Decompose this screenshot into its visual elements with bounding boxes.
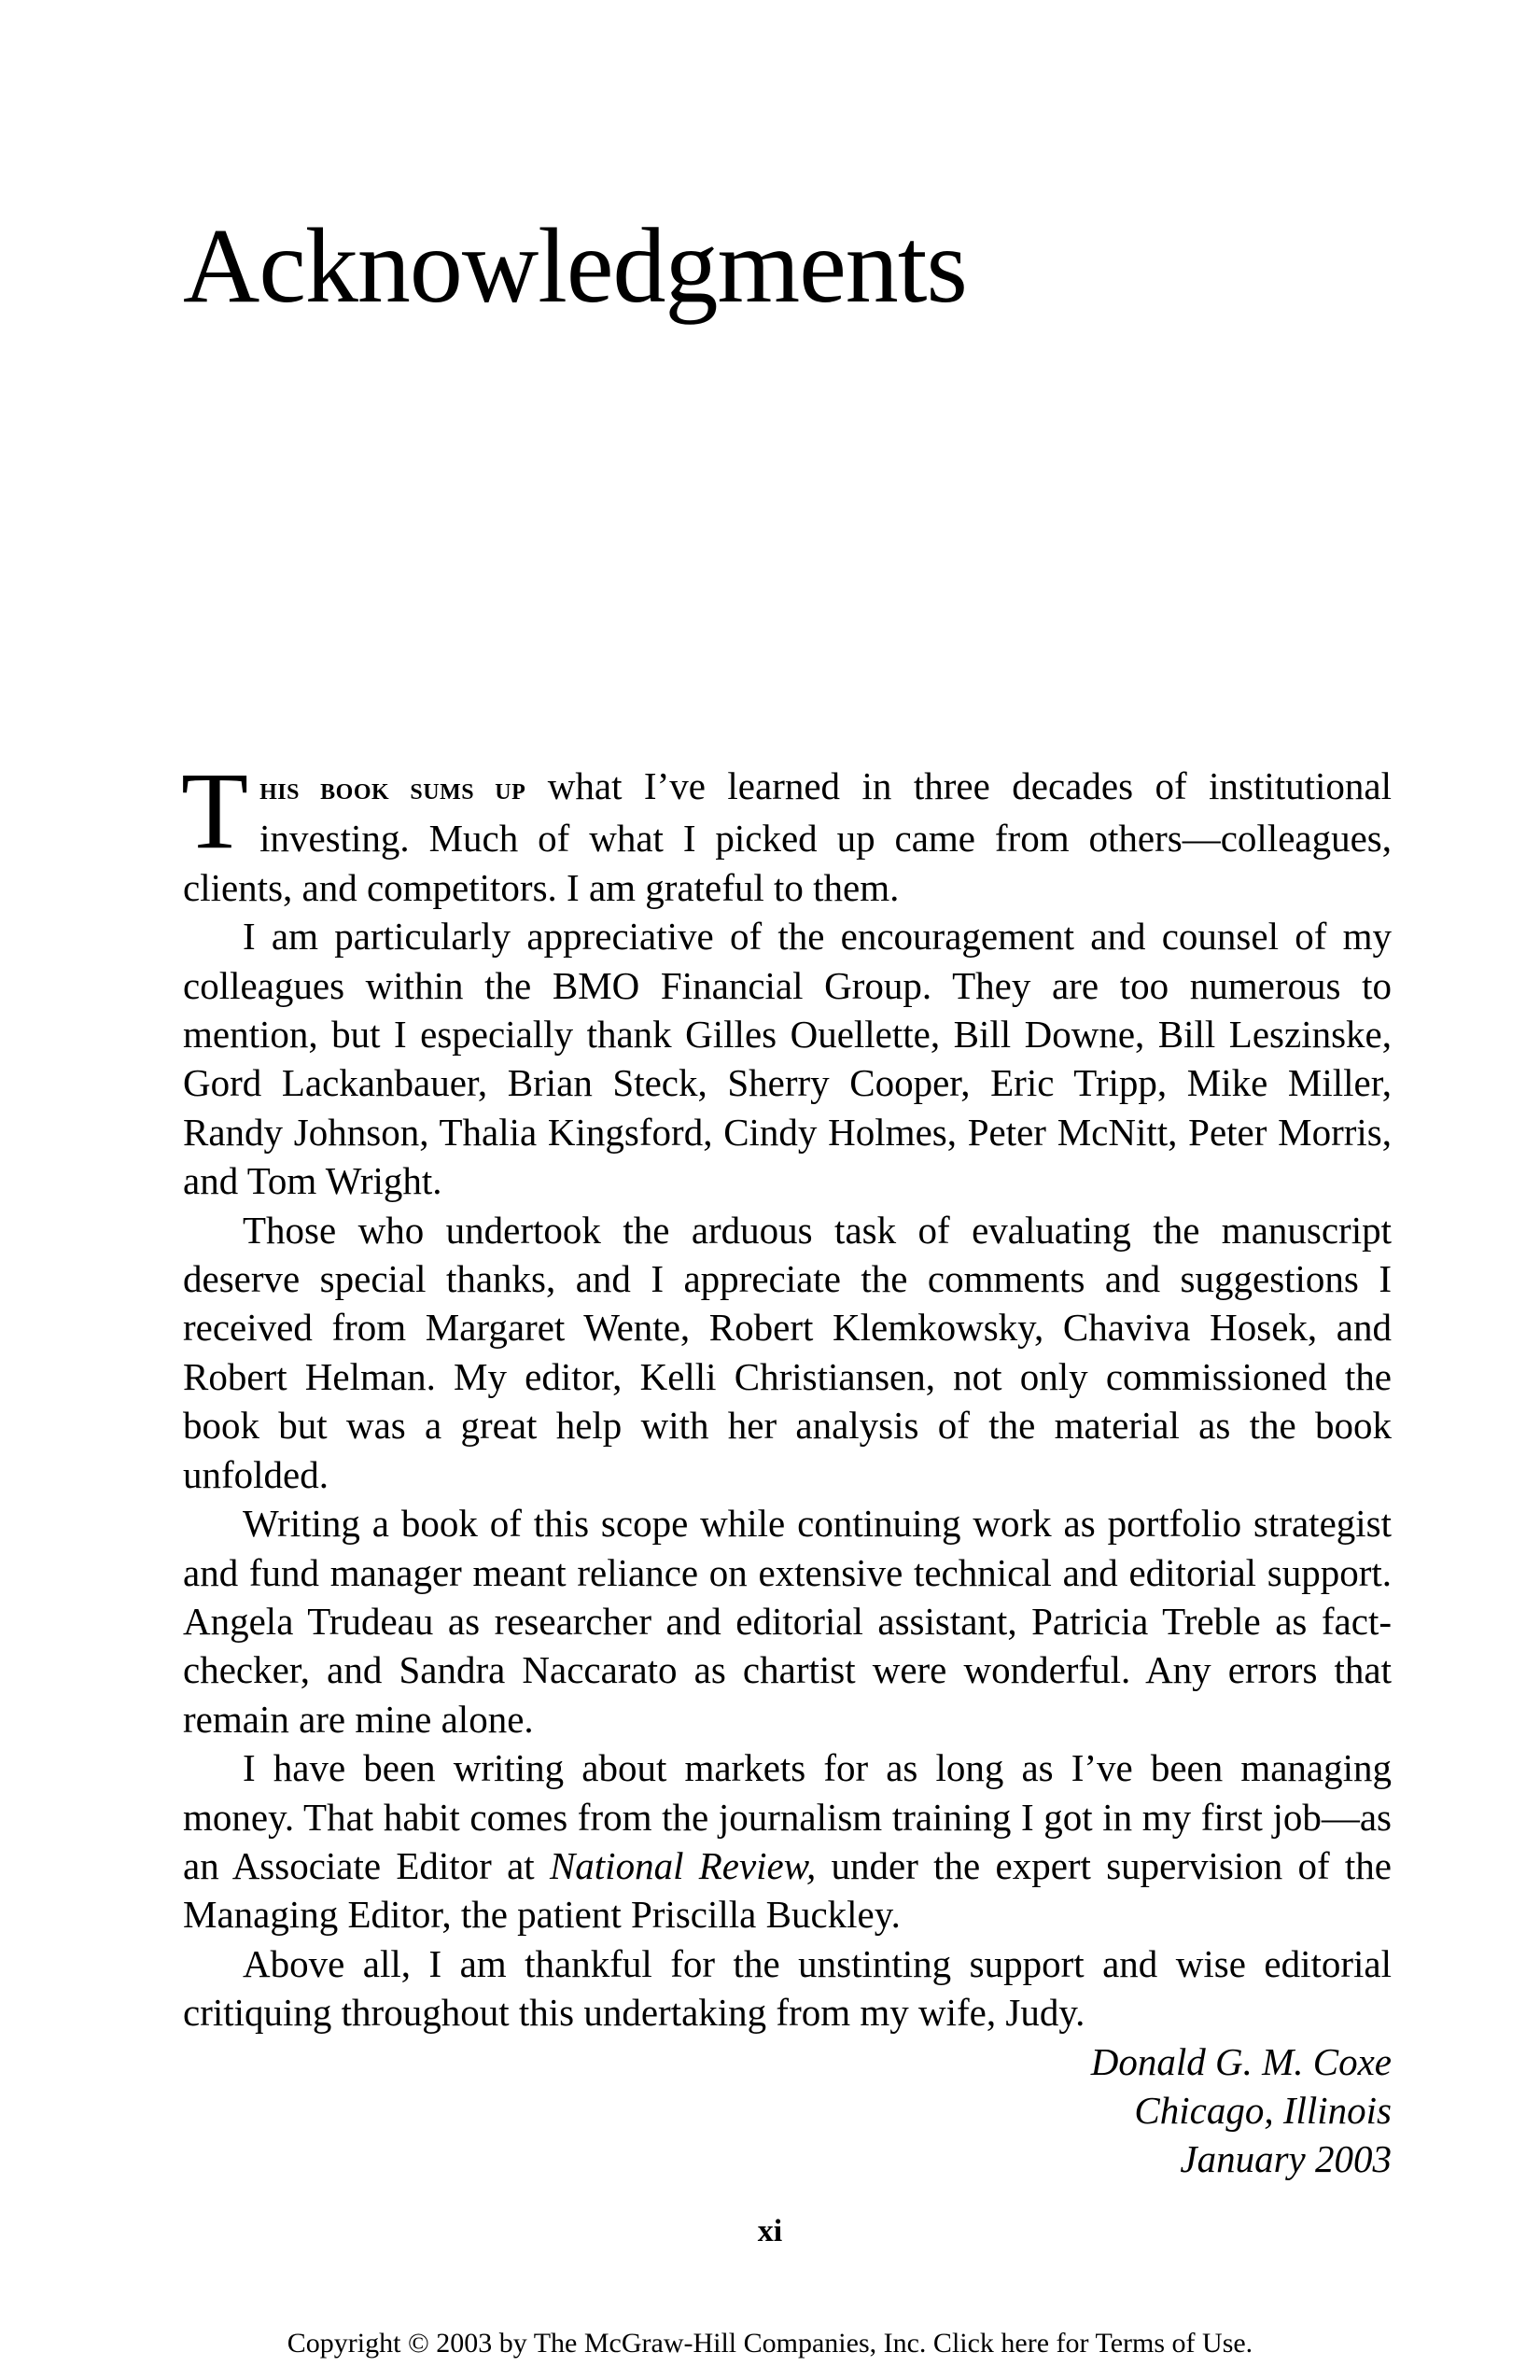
paragraph-5	[183, 1743, 1392, 1939]
signature-block	[183, 2037, 1392, 2184]
signature-date: January 2003	[1180, 2137, 1392, 2181]
paragraph-6: Above all, I am thankful for the unstinting support and wise editorial critiquing throughout this undertaking from my wife, Judy.	[183, 1941, 1392, 2035]
acknowledgments-body	[181, 749, 1392, 2184]
paragraph-5-text-after: under the expert supervision of the Managing Editor, the patient Priscilla Buckley.	[183, 1843, 1392, 1937]
copyright-notice[interactable]: Copyright © 2003 by The McGraw-Hill Companies, Inc. Click here for Terms of Use.	[287, 2328, 1253, 2359]
paragraph-1-text: what I’ve learned in three decades of institutional investing. Much of what I picked up came from others—colleagues, clients, and competitors. I am grateful to them.	[183, 764, 1392, 909]
paragraph-1	[181, 749, 1392, 912]
small-caps-lead: his book sums up	[259, 772, 526, 806]
page-title: Acknowledgments	[183, 206, 967, 325]
paragraph-4: Writing a book of this scope while continuing work as portfolio strategist and fund manager meant reliance on extensive technical and editorial support. Angela Trudeau as researcher and editorial assistant, Patricia Treble as fact-checker, and Sandra Naccarato as chartist were wonderful. Any errors that remain are mine alone.	[183, 1502, 1392, 1741]
page-number: xi	[757, 2214, 783, 2248]
author-location: Chicago, Illinois	[1134, 2088, 1392, 2132]
paragraph-2: I am particularly appreciative of the encouragement and counsel of my colleagues within the BMO Financial Group. They are too numerous to mention, but I especially thank Gilles Ouellette, Bill Downe, Bill Leszinske, Gord Lackanbauer, Brian Steck, Sherry Cooper, Eric Tripp, Mike Miller, Randy Johnson, Thalia Kingsford, Cindy Holmes, Peter McNitt, Peter Morris, and Tom Wright.	[183, 915, 1392, 1203]
drop-cap: T	[181, 749, 249, 872]
publication-title: National Review,	[549, 1843, 817, 1887]
paragraph-3: Those who undertook the arduous task of evaluating the manuscript deserve special thanks, and I appreciate the comments and suggestions I received from Margaret Wente, Robert Klemkowsky, Chaviva Hosek, and Robert Helman. My editor, Kelli Christiansen, not only commissioned the book but was a great help with her analysis of the material as the book unfolded.	[183, 1208, 1392, 1496]
author-name: Donald G. M. Coxe	[1090, 2039, 1392, 2083]
paragraph-5-text-before: I have been writing about markets for as long as I’ve been managing money. That habit comes from the journalism training I got in my first job—as an Associate Editor at	[183, 1746, 1392, 1887]
